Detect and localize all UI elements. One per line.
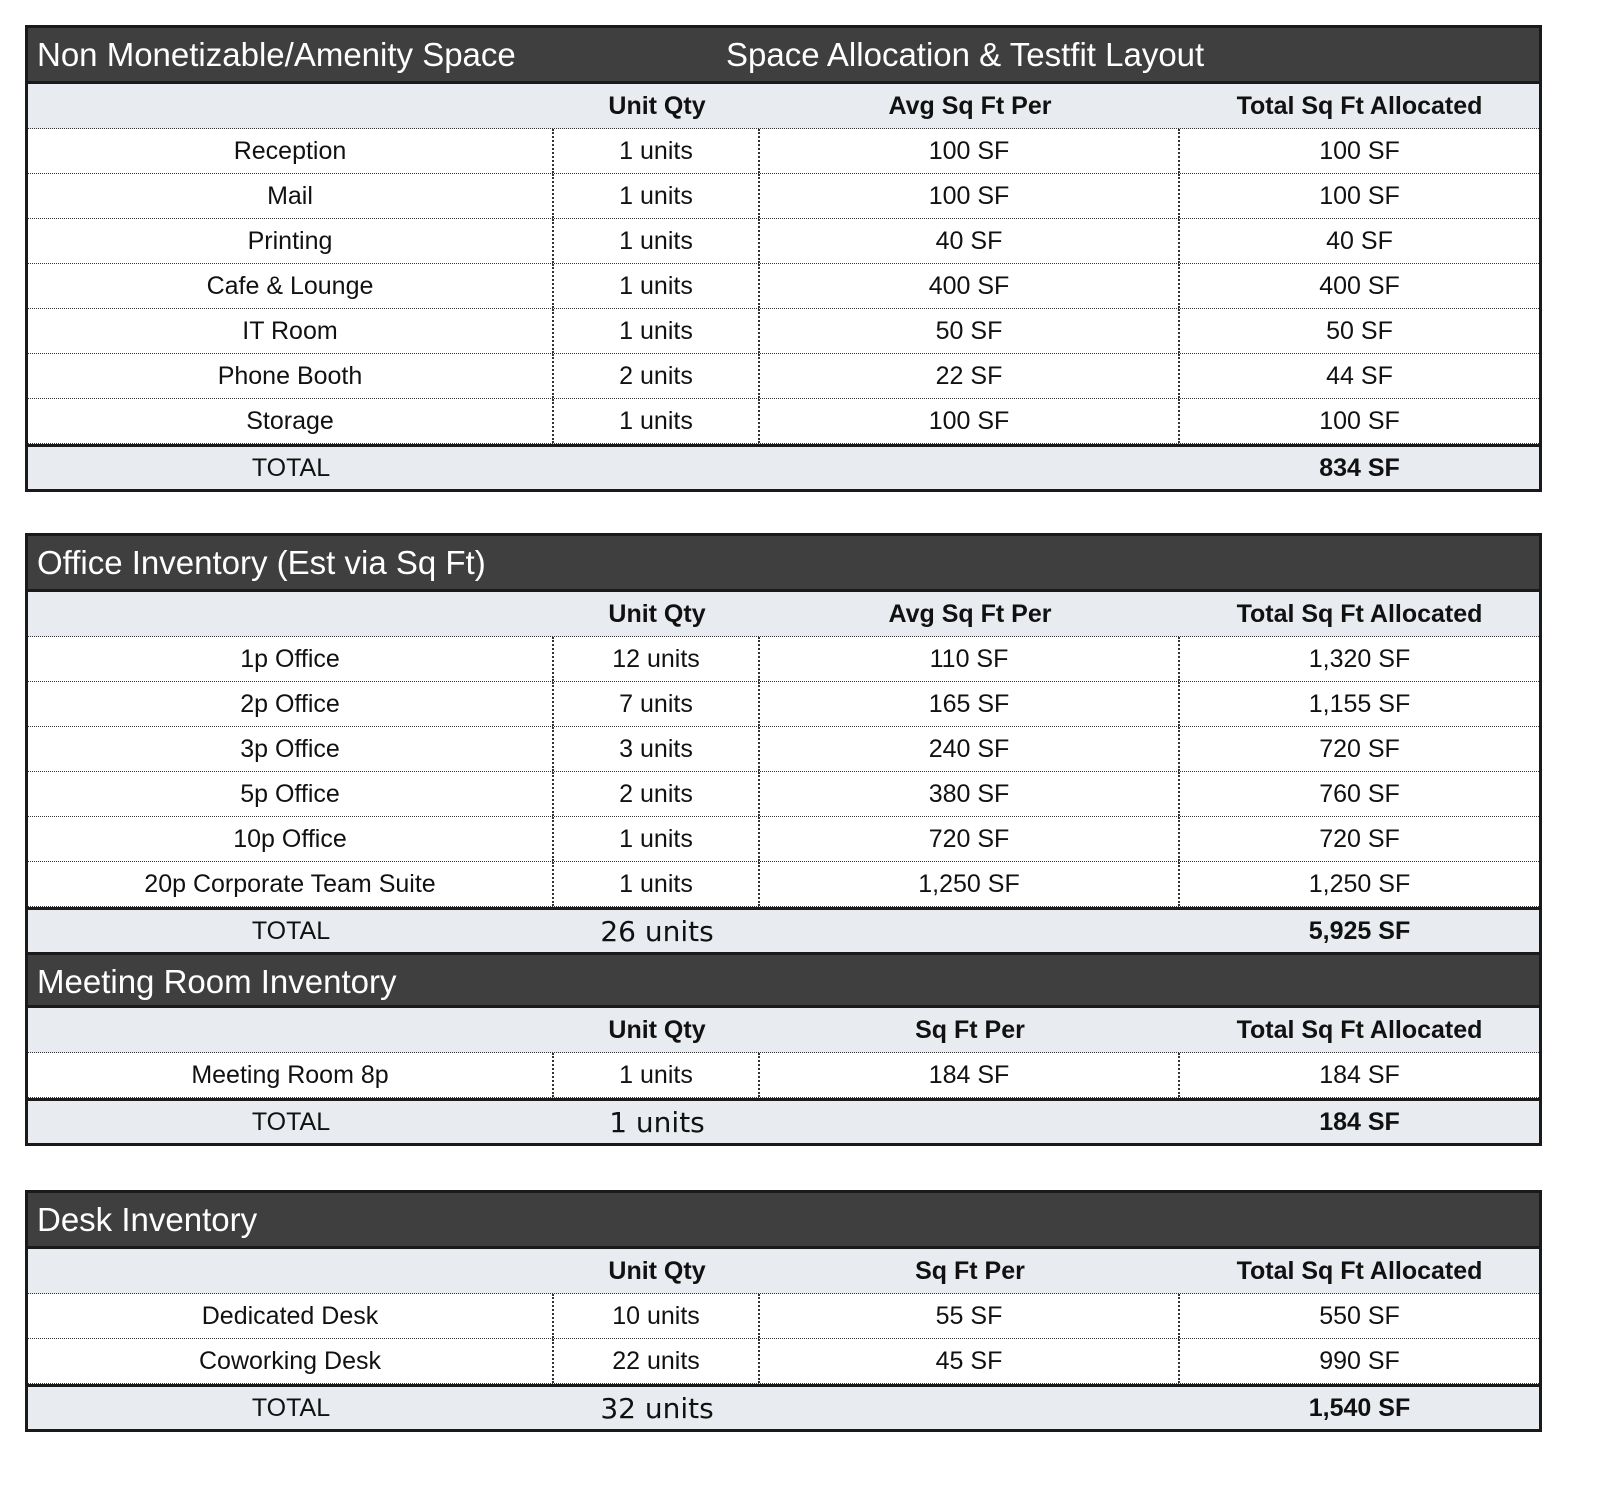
desk-total-row bbox=[28, 1384, 1539, 1429]
desk-title-bar bbox=[28, 1193, 1539, 1249]
row-sq-ft-per: 45 SF bbox=[760, 1339, 1180, 1383]
row-name: Dedicated Desk bbox=[28, 1294, 554, 1338]
office-total-row bbox=[28, 907, 1539, 952]
row-unit-qty: 1 units bbox=[554, 129, 760, 173]
table-row bbox=[28, 637, 1539, 682]
header-blank bbox=[28, 84, 554, 128]
row-total-sq-ft: 50 SF bbox=[1326, 316, 1393, 345]
row-sq-ft-per: 240 SF bbox=[760, 727, 1180, 771]
office-body bbox=[28, 592, 1539, 952]
total-sq-ft: 5,925 SF bbox=[1308, 916, 1411, 945]
row-total-sq-ft: 400 SF bbox=[1319, 271, 1400, 300]
table-row bbox=[28, 219, 1539, 264]
table-row bbox=[28, 354, 1539, 399]
header-total-sq-ft: Total Sq Ft Allocated bbox=[1236, 1256, 1483, 1285]
office-title-bar bbox=[28, 536, 1539, 592]
row-sq-ft-per: 380 SF bbox=[760, 772, 1180, 816]
amenity-title: Non Monetizable/Amenity Space bbox=[37, 36, 516, 73]
row-name: 3p Office bbox=[28, 727, 554, 771]
row-unit-qty: 1 units bbox=[554, 1053, 760, 1097]
table-row bbox=[28, 174, 1539, 219]
row-sq-ft-per: 50 SF bbox=[760, 309, 1180, 353]
row-unit-qty: 2 units bbox=[554, 772, 760, 816]
office-title: Office Inventory (Est via Sq Ft) bbox=[37, 544, 486, 581]
desk-header-row bbox=[28, 1249, 1539, 1294]
amenity-total-row bbox=[28, 444, 1539, 489]
row-total-sq-ft: 720 SF bbox=[1319, 734, 1400, 763]
row-name: Cafe & Lounge bbox=[28, 264, 554, 308]
row-sq-ft-per: 110 SF bbox=[760, 637, 1180, 681]
desk-body bbox=[28, 1249, 1539, 1429]
office-meeting-table bbox=[25, 533, 1542, 1146]
row-unit-qty: 1 units bbox=[554, 174, 760, 218]
row-total-sq-ft: 44 SF bbox=[1326, 361, 1393, 390]
row-unit-qty: 1 units bbox=[554, 399, 760, 443]
page-title: Space Allocation & Testfit Layout bbox=[726, 36, 1205, 73]
row-sq-ft-per: 165 SF bbox=[760, 682, 1180, 726]
row-total-sq-ft: 720 SF bbox=[1319, 824, 1400, 853]
total-label: TOTAL bbox=[251, 1107, 331, 1136]
meeting-header-row bbox=[28, 1008, 1539, 1053]
row-sq-ft-per: 720 SF bbox=[760, 817, 1180, 861]
row-total-sq-ft: 1,320 SF bbox=[1308, 644, 1411, 673]
row-name: 5p Office bbox=[28, 772, 554, 816]
row-unit-qty: 1 units bbox=[554, 264, 760, 308]
amenity-body bbox=[28, 84, 1539, 489]
table-row bbox=[28, 264, 1539, 309]
table-row bbox=[28, 682, 1539, 727]
row-sq-ft-per: 40 SF bbox=[760, 219, 1180, 263]
header-total-sq-ft: Total Sq Ft Allocated bbox=[1236, 599, 1483, 628]
row-name: Coworking Desk bbox=[28, 1339, 554, 1383]
row-name: 10p Office bbox=[28, 817, 554, 861]
header-unit-qty: Unit Qty bbox=[608, 1015, 706, 1044]
row-name: Reception bbox=[28, 129, 554, 173]
office-header-row bbox=[28, 592, 1539, 637]
desk-title: Desk Inventory bbox=[37, 1201, 258, 1238]
row-name: Phone Booth bbox=[28, 354, 554, 398]
row-total-sq-ft: 1,155 SF bbox=[1308, 689, 1411, 718]
meeting-body bbox=[28, 1008, 1539, 1143]
row-sq-ft-per: 100 SF bbox=[760, 129, 1180, 173]
row-unit-qty: 1 units bbox=[554, 817, 760, 861]
row-name: 20p Corporate Team Suite bbox=[28, 862, 554, 906]
amenity-title-bar bbox=[28, 28, 1539, 84]
total-blank bbox=[760, 1101, 1180, 1143]
row-name: 2p Office bbox=[28, 682, 554, 726]
total-sq-ft: 1,540 SF bbox=[1308, 1393, 1411, 1422]
row-unit-qty: 7 units bbox=[554, 682, 760, 726]
row-total-sq-ft: 990 SF bbox=[1319, 1346, 1400, 1375]
row-sq-ft-per: 400 SF bbox=[760, 264, 1180, 308]
table-row bbox=[28, 862, 1539, 907]
row-total-sq-ft: 100 SF bbox=[1319, 181, 1400, 210]
row-unit-qty: 10 units bbox=[554, 1294, 760, 1338]
row-total-sq-ft: 184 SF bbox=[1319, 1060, 1400, 1089]
header-sq-ft-per: Sq Ft Per bbox=[915, 1256, 1025, 1285]
row-total-sq-ft: 40 SF bbox=[1326, 226, 1393, 255]
header-blank bbox=[28, 1008, 554, 1052]
header-total-sq-ft: Total Sq Ft Allocated bbox=[1236, 91, 1483, 120]
total-sq-ft: 184 SF bbox=[1319, 1107, 1400, 1136]
row-name: Mail bbox=[28, 174, 554, 218]
row-unit-qty: 22 units bbox=[554, 1339, 760, 1383]
total-label: TOTAL bbox=[251, 916, 331, 945]
total-unit-qty: 26 units bbox=[600, 914, 714, 948]
header-sq-ft-per: Sq Ft Per bbox=[915, 1015, 1025, 1044]
meeting-title-bar bbox=[28, 952, 1539, 1008]
row-sq-ft-per: 1,250 SF bbox=[760, 862, 1180, 906]
table-row bbox=[28, 309, 1539, 354]
meeting-total-row bbox=[28, 1098, 1539, 1143]
table-row bbox=[28, 727, 1539, 772]
table-row bbox=[28, 772, 1539, 817]
row-total-sq-ft: 100 SF bbox=[1319, 136, 1400, 165]
amenity-table bbox=[25, 25, 1542, 492]
header-unit-qty: Unit Qty bbox=[608, 1256, 706, 1285]
total-blank bbox=[760, 910, 1180, 952]
row-name: 1p Office bbox=[28, 637, 554, 681]
row-unit-qty: 1 units bbox=[554, 862, 760, 906]
total-unit-qty: 1 units bbox=[609, 1105, 705, 1139]
table-row bbox=[28, 1053, 1539, 1098]
row-sq-ft-per: 100 SF bbox=[760, 174, 1180, 218]
row-total-sq-ft: 100 SF bbox=[1319, 406, 1400, 435]
total-unit-qty bbox=[554, 447, 760, 489]
row-sq-ft-per: 55 SF bbox=[760, 1294, 1180, 1338]
row-name: Meeting Room 8p bbox=[28, 1053, 554, 1097]
row-sq-ft-per: 100 SF bbox=[760, 399, 1180, 443]
row-total-sq-ft: 1,250 SF bbox=[1308, 869, 1411, 898]
table-row bbox=[28, 1339, 1539, 1384]
total-unit-qty: 32 units bbox=[600, 1391, 714, 1425]
table-row bbox=[28, 1294, 1539, 1339]
header-unit-qty: Unit Qty bbox=[608, 91, 706, 120]
row-total-sq-ft: 760 SF bbox=[1319, 779, 1400, 808]
row-unit-qty: 12 units bbox=[554, 637, 760, 681]
total-label: TOTAL bbox=[251, 453, 331, 482]
row-total-sq-ft: 550 SF bbox=[1319, 1301, 1400, 1330]
row-sq-ft-per: 184 SF bbox=[760, 1053, 1180, 1097]
header-sq-ft-per: Avg Sq Ft Per bbox=[888, 91, 1052, 120]
amenity-header-row bbox=[28, 84, 1539, 129]
row-name: IT Room bbox=[28, 309, 554, 353]
row-sq-ft-per: 22 SF bbox=[760, 354, 1180, 398]
total-sq-ft: 834 SF bbox=[1319, 453, 1400, 482]
row-unit-qty: 1 units bbox=[554, 219, 760, 263]
row-unit-qty: 1 units bbox=[554, 309, 760, 353]
row-name: Storage bbox=[28, 399, 554, 443]
row-unit-qty: 3 units bbox=[554, 727, 760, 771]
header-blank bbox=[28, 1249, 554, 1293]
table-row bbox=[28, 399, 1539, 444]
total-blank bbox=[760, 447, 1180, 489]
desk-table bbox=[25, 1190, 1542, 1432]
header-blank bbox=[28, 592, 554, 636]
header-total-sq-ft: Total Sq Ft Allocated bbox=[1236, 1015, 1483, 1044]
table-row bbox=[28, 129, 1539, 174]
total-blank bbox=[760, 1387, 1180, 1429]
row-unit-qty: 2 units bbox=[554, 354, 760, 398]
row-name: Printing bbox=[28, 219, 554, 263]
header-sq-ft-per: Avg Sq Ft Per bbox=[888, 599, 1052, 628]
total-label: TOTAL bbox=[251, 1393, 331, 1422]
header-unit-qty: Unit Qty bbox=[608, 599, 706, 628]
meeting-title: Meeting Room Inventory bbox=[37, 963, 397, 1000]
table-row bbox=[28, 817, 1539, 862]
